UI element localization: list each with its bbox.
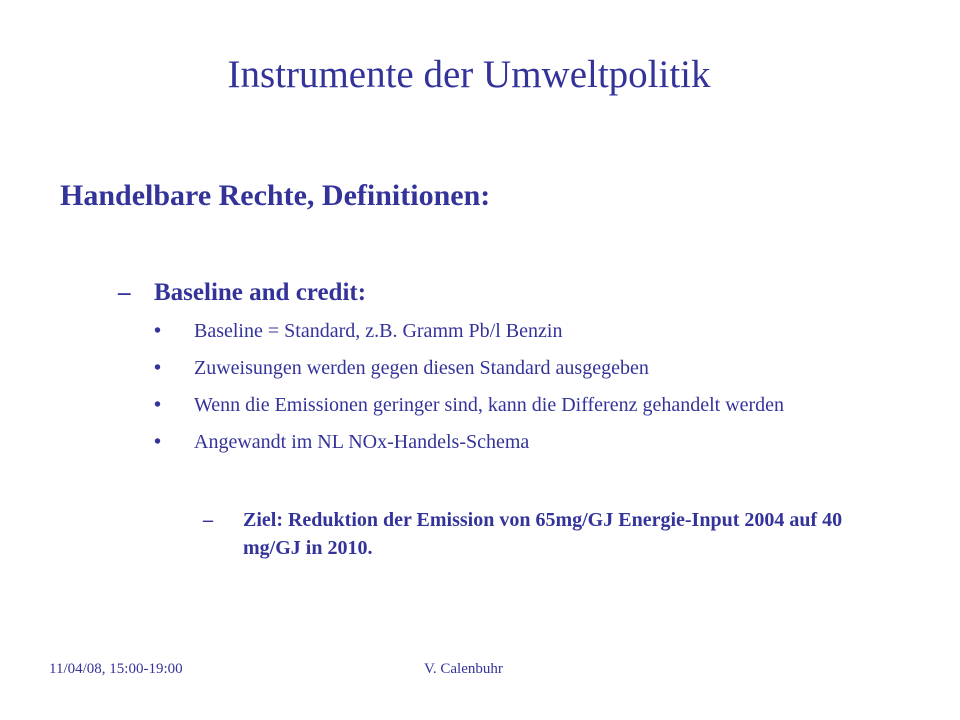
bullet-list: [154, 319, 914, 467]
level1-label: Baseline and credit:: [154, 279, 367, 306]
bullet-text: Wenn die Emissionen geringer sind, kann die Differenz gehandelt werden: [194, 394, 785, 416]
bullet-marker: •: [154, 394, 162, 416]
bullet-item: [154, 356, 914, 381]
bullet-item: [154, 319, 914, 344]
bullet-item: [154, 430, 914, 455]
bullet-marker: •: [154, 320, 162, 342]
bullet-text: Baseline = Standard, z.B. Gramm Pb/l Benzin: [194, 320, 563, 342]
dash-marker: –: [203, 509, 213, 531]
bullet-item: [154, 393, 914, 418]
footer-date: 11/04/08, 15:00-19:00: [49, 661, 183, 677]
bullet-text: Zuweisungen werden gegen diesen Standard ausgegeben: [194, 357, 649, 379]
footer-author: V. Calenbuhr: [424, 661, 503, 677]
slide-title: Instrumente der Umweltpolitik: [227, 53, 711, 96]
dash-marker: –: [118, 279, 131, 306]
sub-item-text: Ziel: Reduktion der Emission von 65mg/GJ Energie-Input 2004 auf 40 mg/GJ in 2010.: [243, 509, 843, 559]
section-heading: Handelbare Rechte, Definitionen:: [60, 179, 491, 212]
bullet-marker: •: [154, 357, 162, 379]
bullet-text: Angewandt im NL NOx-Handels-Schema: [194, 431, 530, 453]
bullet-marker: •: [154, 431, 162, 453]
sub-item-ziel: [203, 506, 863, 562]
